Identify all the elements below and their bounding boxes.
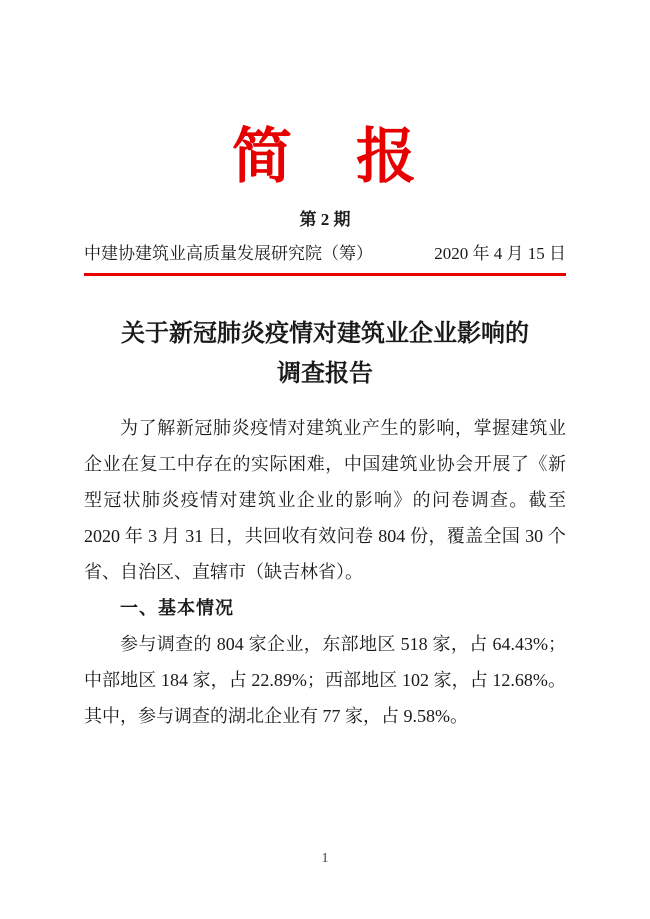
report-title-line2: 调查报告 xyxy=(277,361,373,387)
publisher-name: 中建协建筑业高质量发展研究院（筹） xyxy=(84,244,373,263)
report-title-line1: 关于新冠肺炎疫情对建筑业企业影响的 xyxy=(121,321,529,347)
publish-date: 2020 年 4 月 15 日 xyxy=(434,244,566,263)
publisher-row xyxy=(84,242,566,266)
intro-paragraph: 为了解新冠肺炎疫情对建筑业产生的影响，掌握建筑业企业在复工中存在的实际困难，中国建筑业协会开展了《新型冠状肺炎疫情对建筑业企业的影响》的问卷调查。截至 2020 年 3 月 31 日，共回收有效问卷 804 份，覆盖全国 30 个省、自治区、直辖市（缺吉林省）。 xyxy=(84,418,566,582)
page-number: 1 xyxy=(321,851,329,866)
bulletin-title: 简 报 xyxy=(232,124,418,190)
issue-number: 第 2 期 xyxy=(299,210,351,229)
stats-paragraph: 参与调查的 804 家企业，东部地区 518 家，占 64.43%；中部地区 184 家，占 22.89%；西部地区 102 家，占 12.68%。其中，参与调查的湖北企业有 77 家，占 9.58%。 xyxy=(84,634,566,726)
masthead-divider-rule xyxy=(84,273,566,276)
report-title xyxy=(84,314,566,394)
bulletin-masthead xyxy=(84,120,566,276)
section-heading-basic-info: 一、基本情况 xyxy=(120,598,234,618)
